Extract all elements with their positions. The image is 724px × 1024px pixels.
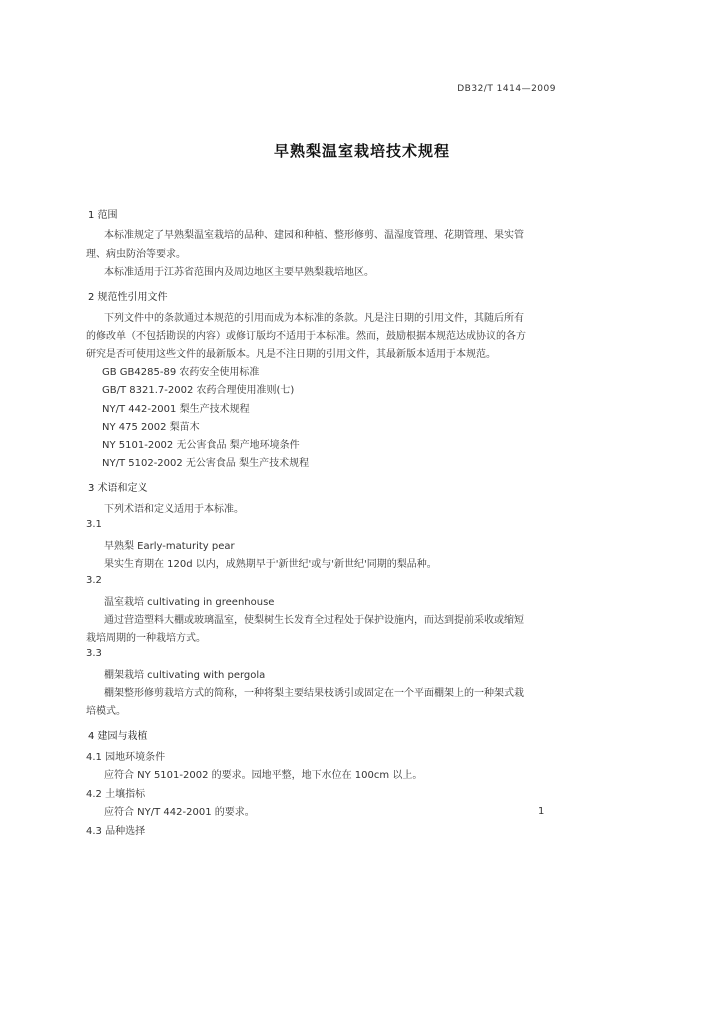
section-2-paragraph-line-1: 下列文件中的条款通过本规范的引用而成为本标准的条款。凡是注日期的引用文件，其随后所有 xyxy=(104,313,524,324)
section-1-heading: 1 范围 xyxy=(88,210,118,221)
document-title: 早熟梨温室栽培技术规程 xyxy=(273,142,450,160)
term-1-name: 早熟梨 Early-maturity pear xyxy=(104,541,235,552)
reference-item: GB GB4285-89 农药安全使用标准 xyxy=(102,367,260,378)
subsection-4-2-title: 4.2 土壤指标 xyxy=(86,789,146,800)
term-2-name: 温室栽培 cultivating in greenhouse xyxy=(104,597,275,608)
subsection-4-3-title: 4.3 品种选择 xyxy=(86,826,146,837)
section-2-heading: 2 规范性引用文件 xyxy=(88,292,168,303)
standard-code: DB32/T 1414—2009 xyxy=(457,84,556,94)
reference-item: NY/T 5102-2002 无公害食品 梨生产技术规程 xyxy=(102,458,310,469)
section-2-paragraph-line-2: 的修改单（不包括勘误的内容）或修订版均不适用于本标准。然而，鼓励根据本规范达成协议的各方 xyxy=(86,331,526,342)
reference-item: GB/T 8321.7-2002 农药合理使用准则(七) xyxy=(102,385,295,396)
section-1-paragraph-2: 本标准适用于江苏省范围内及周边地区主要早熟梨栽培地区。 xyxy=(104,267,374,278)
term-3-number: 3.3 xyxy=(86,648,102,659)
term-2-number: 3.2 xyxy=(86,575,102,586)
reference-item: NY/T 442-2001 梨生产技术规程 xyxy=(102,404,250,415)
page-number: 1 xyxy=(538,806,545,817)
reference-item: NY 5101-2002 无公害食品 梨产地环境条件 xyxy=(102,440,300,451)
section-4-heading: 4 建园与栽植 xyxy=(88,731,148,742)
section-3-heading: 3 术语和定义 xyxy=(88,483,148,494)
term-3-name: 棚架栽培 cultivating with pergola xyxy=(104,670,266,681)
section-2-paragraph-line-3: 研究是否可使用这些文件的最新版本。凡是不注日期的引用文件，其最新版本适用于本规范。 xyxy=(86,349,496,360)
section-1-paragraph-1-line-1: 本标准规定了早熟梨温室栽培的品种、建园和种植、整形修剪、温湿度管理、花期管理、果实管 xyxy=(104,230,524,241)
term-2-definition-line-2: 栽培周期的一种栽培方式。 xyxy=(86,633,206,644)
subsection-4-2-text: 应符合 NY/T 442-2001 的要求。 xyxy=(104,807,255,818)
term-2-definition-line-1: 通过营造塑料大棚或玻璃温室，使梨树生长发育全过程处于保护设施内，而达到提前采收或缩短 xyxy=(104,615,524,626)
term-3-definition-line-1: 棚架整形修剪栽培方式的简称，一种将梨主要结果枝诱引或固定在一个平面棚架上的一种架式栽 xyxy=(104,688,524,699)
term-3-definition-line-2: 培模式。 xyxy=(86,706,126,717)
section-1-paragraph-1-line-2: 理、病虫防治等要求。 xyxy=(86,249,186,260)
reference-item: NY 475 2002 梨苗木 xyxy=(102,422,200,433)
section-3-intro: 下列术语和定义适用于本标准。 xyxy=(104,504,244,515)
subsection-4-1-title: 4.1 园地环境条件 xyxy=(86,752,166,763)
term-1-number: 3.1 xyxy=(86,519,102,530)
term-1-definition: 果实生育期在 120d 以内，成熟期早于'新世纪'或与'新世纪'同期的梨品种。 xyxy=(104,559,437,570)
subsection-4-1-text: 应符合 NY 5101-2002 的要求。园地平整，地下水位在 100cm 以上。 xyxy=(104,770,423,781)
